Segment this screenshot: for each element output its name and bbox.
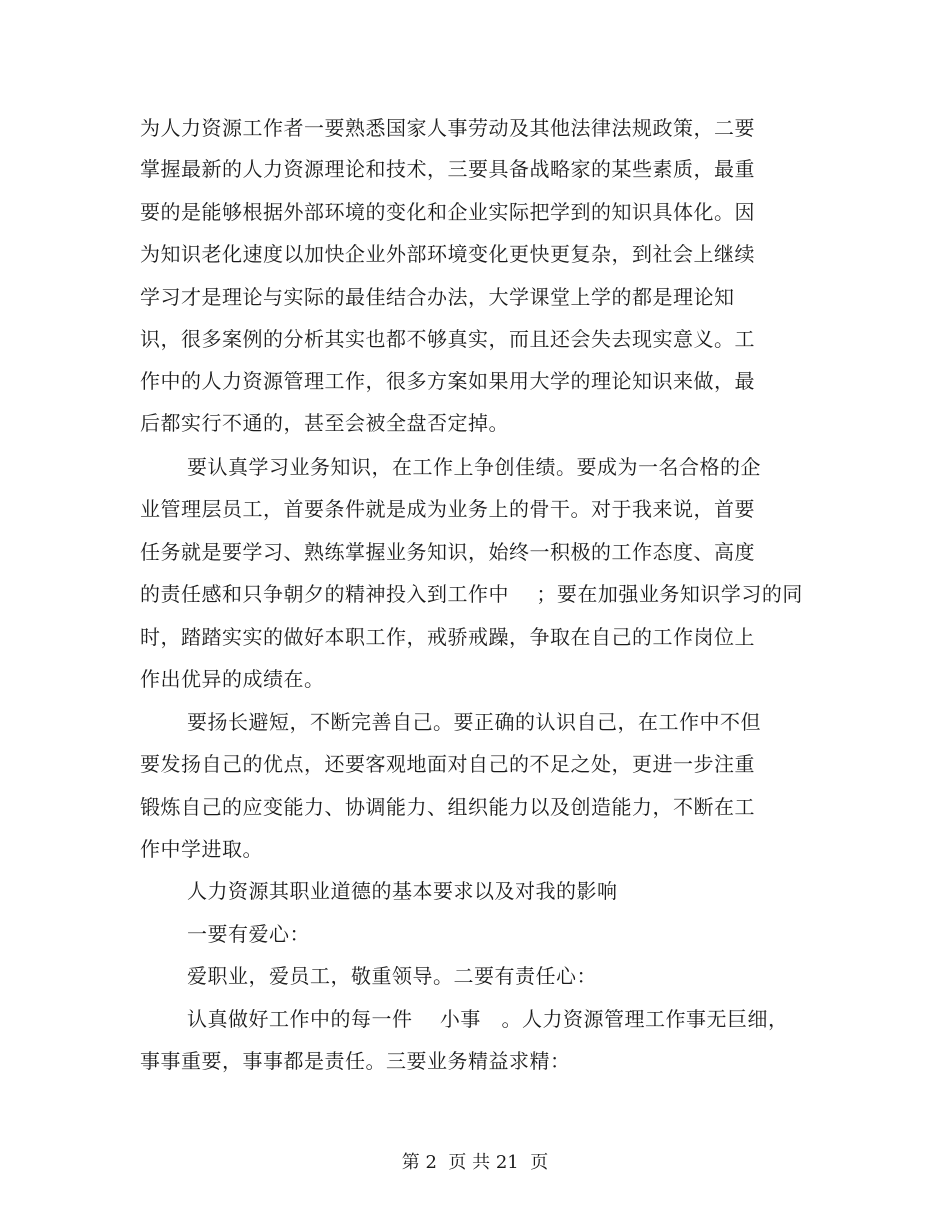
section-heading: 人力资源其职业道德的基本要求以及对我的影响 xyxy=(187,879,618,903)
paragraph-first-line: 要认真学习业务知识，在工作上争创佳绩。要成为一名合格的企 xyxy=(187,455,761,479)
body-text-line: 业管理层员工，首要条件就是成为业务上的骨干。对于我来说，首要 xyxy=(140,497,755,521)
body-text-line: 掌握最新的人力资源理论和技术，三要具备战略家的某些素质，最重 xyxy=(140,157,755,181)
body-text-line: 任务就是要学习、熟练掌握业务知识，始终一积极的工作态度、高度 xyxy=(140,540,755,564)
paragraph-first-line: 一要有爱心： xyxy=(187,922,310,946)
paragraph-first-line: 认真做好工作中的每一件 小事 。人力资源管理工作事无巨细， xyxy=(187,1007,789,1031)
body-text-line: 锻炼自己的应变能力、协调能力、组织能力以及创造能力，不断在工 xyxy=(140,795,755,819)
body-text-line: 作中学进取。 xyxy=(140,837,263,861)
paragraph-first-line: 要扬长避短，不断完善自己。要正确的认识自己，在工作中不但 xyxy=(187,710,761,734)
body-text-line: 为知识老化速度以加快企业外部环境变化更快更复杂，到社会上继续 xyxy=(140,242,755,266)
body-text-line: 作中的人力资源管理工作，很多方案如果用大学的理论知识来做，最 xyxy=(140,369,755,393)
paragraph-first-line: 爱职业，爱员工，敬重领导。二要有责任心： xyxy=(187,964,597,988)
body-text-line: 时，踏踏实实的做好本职工作，戒骄戒躁，争取在自己的工作岗位上 xyxy=(140,625,755,649)
body-text-line: 要发扬自己的优点，还要客观地面对自己的不足之处，更进一步注重 xyxy=(140,752,755,776)
body-text-line: 后都实行不通的，甚至会被全盘否定掉。 xyxy=(140,411,509,435)
body-text-line: 要的是能够根据外部环境的变化和企业实际把学到的知识具体化。因 xyxy=(140,200,755,224)
body-text-line: 作出优异的成绩在。 xyxy=(140,667,325,691)
body-text-line: 为人力资源工作者一要熟悉国家人事劳动及其他法律法规政策，二要 xyxy=(140,116,755,140)
body-text-line: 事事重要，事事都是责任。三要业务精益求精： xyxy=(140,1049,571,1073)
body-text-line: 的责任感和只争朝夕的精神投入到工作中 ；要在加强业务知识学习的同 xyxy=(140,582,803,606)
body-text-line: 学习才是理论与实际的最佳结合办法，大学课堂上学的都是理论知 xyxy=(140,285,735,309)
body-text-line: 识，很多案例的分析其实也都不够真实，而且还会失去现实意义。工 xyxy=(140,327,755,351)
page-number-footer: 第 2 页 共 21 页 xyxy=(401,1152,549,1173)
